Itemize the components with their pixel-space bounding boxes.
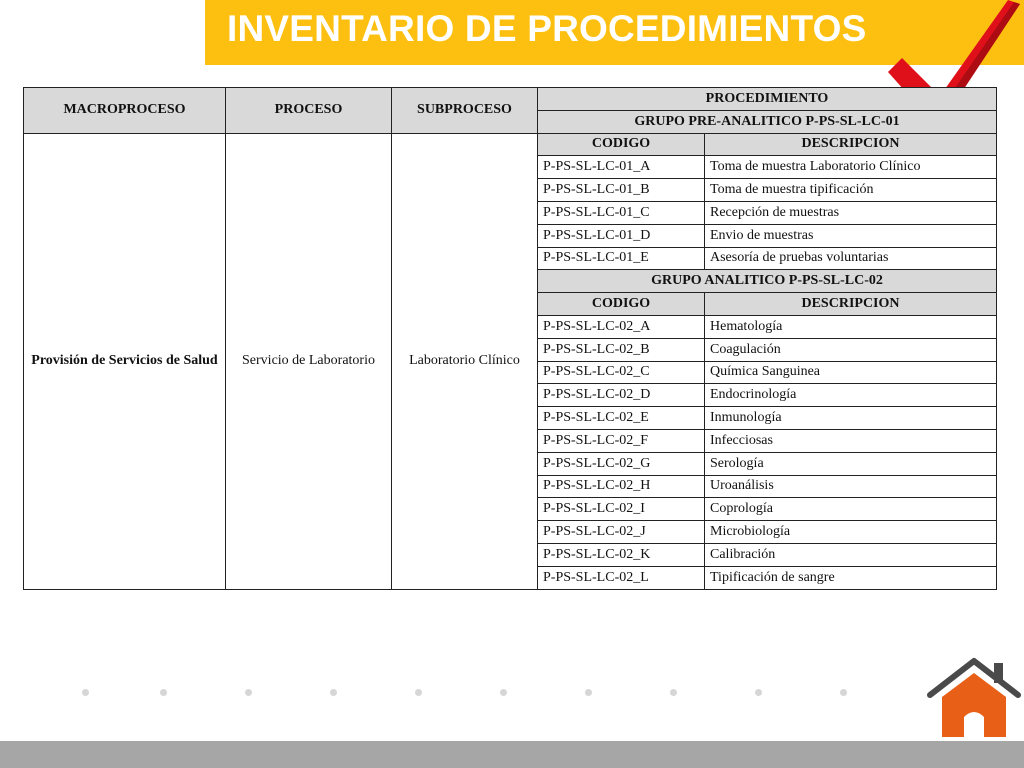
- descripcion-header: DESCRIPCION: [705, 293, 997, 316]
- dot-divider: [0, 685, 1024, 701]
- header-proceso: PROCESO: [226, 88, 392, 134]
- divider-dot: [330, 689, 337, 696]
- footer-bar: [0, 741, 1024, 768]
- description-cell: Endocrinología: [705, 384, 997, 407]
- proceso-cell: Servicio de Laboratorio: [226, 133, 392, 589]
- divider-dot: [245, 689, 252, 696]
- code-cell: P-PS-SL-LC-02_K: [538, 543, 705, 566]
- code-cell: P-PS-SL-LC-02_A: [538, 315, 705, 338]
- description-cell: Toma de muestra tipificación: [705, 179, 997, 202]
- description-cell: Coagulación: [705, 338, 997, 361]
- code-cell: P-PS-SL-LC-02_E: [538, 407, 705, 430]
- code-cell: P-PS-SL-LC-02_J: [538, 521, 705, 544]
- code-cell: P-PS-SL-LC-01_D: [538, 224, 705, 247]
- codigo-header: CODIGO: [538, 293, 705, 316]
- description-cell: Química Sanguinea: [705, 361, 997, 384]
- code-cell: P-PS-SL-LC-02_H: [538, 475, 705, 498]
- description-cell: Infecciosas: [705, 429, 997, 452]
- code-cell: P-PS-SL-LC-01_C: [538, 201, 705, 224]
- code-cell: P-PS-SL-LC-01_E: [538, 247, 705, 270]
- code-cell: P-PS-SL-LC-02_L: [538, 566, 705, 589]
- code-cell: P-PS-SL-LC-02_G: [538, 452, 705, 475]
- descripcion-header: DESCRIPCION: [705, 133, 997, 156]
- code-cell: P-PS-SL-LC-02_D: [538, 384, 705, 407]
- header-subproceso: SUBPROCESO: [392, 88, 538, 134]
- code-cell: P-PS-SL-LC-02_F: [538, 429, 705, 452]
- description-cell: Toma de muestra Laboratorio Clínico: [705, 156, 997, 179]
- divider-dot: [585, 689, 592, 696]
- divider-dot: [160, 689, 167, 696]
- divider-dot: [82, 689, 89, 696]
- macroproceso-cell: Provisión de Servicios de Salud: [24, 133, 226, 589]
- divider-dot: [415, 689, 422, 696]
- divider-dot: [755, 689, 762, 696]
- code-cell: P-PS-SL-LC-01_A: [538, 156, 705, 179]
- description-cell: Tipificación de sangre: [705, 566, 997, 589]
- description-cell: Serología: [705, 452, 997, 475]
- procedures-table: [23, 87, 997, 590]
- code-cell: P-PS-SL-LC-02_B: [538, 338, 705, 361]
- divider-dot: [670, 689, 677, 696]
- description-cell: Coprología: [705, 498, 997, 521]
- codigo-header: CODIGO: [538, 133, 705, 156]
- subproceso-cell: Laboratorio Clínico: [392, 133, 538, 589]
- description-cell: Asesoría de pruebas voluntarias: [705, 247, 997, 270]
- description-cell: Hematología: [705, 315, 997, 338]
- description-cell: Inmunología: [705, 407, 997, 430]
- description-cell: Microbiología: [705, 521, 997, 544]
- header-macroproceso: MACROPROCESO: [24, 88, 226, 134]
- description-cell: Calibración: [705, 543, 997, 566]
- code-cell: P-PS-SL-LC-02_C: [538, 361, 705, 384]
- description-cell: Recepción de muestras: [705, 201, 997, 224]
- divider-dot: [500, 689, 507, 696]
- code-cell: P-PS-SL-LC-02_I: [538, 498, 705, 521]
- group-title: GRUPO ANALITICO P-PS-SL-LC-02: [538, 270, 997, 293]
- group-title: GRUPO PRE-ANALITICO P-PS-SL-LC-01: [538, 110, 997, 133]
- header-procedimiento: PROCEDIMIENTO: [538, 88, 997, 111]
- description-cell: Envio de muestras: [705, 224, 997, 247]
- code-cell: P-PS-SL-LC-01_B: [538, 179, 705, 202]
- description-cell: Uroanálisis: [705, 475, 997, 498]
- page-title: INVENTARIO DE PROCEDIMIENTOS: [227, 8, 867, 49]
- home-icon[interactable]: [926, 655, 1022, 739]
- divider-dot: [840, 689, 847, 696]
